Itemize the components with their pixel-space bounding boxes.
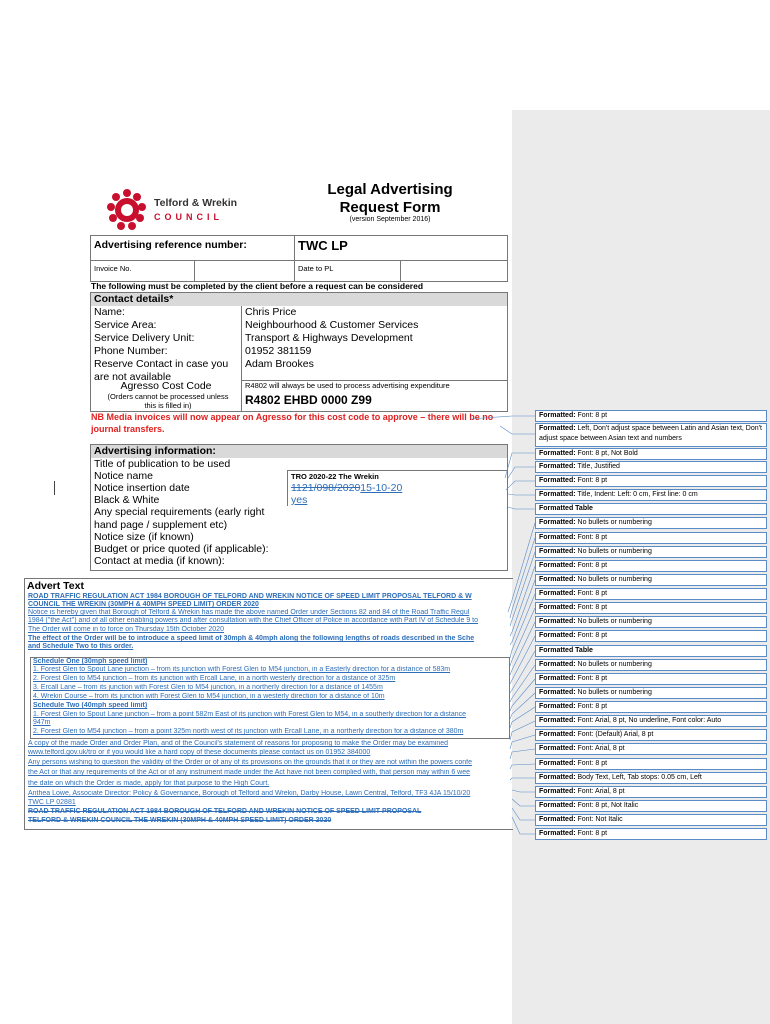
- ad-value-notice-name[interactable]: TRO 2020-22 The Wrekin: [287, 470, 507, 482]
- format-balloon-24[interactable]: Formatted: Font: Arial, 8 pt: [535, 743, 767, 755]
- format-balloon-14[interactable]: Formatted: Font: 8 pt: [535, 602, 767, 614]
- ad-value-black-white[interactable]: yes: [287, 494, 507, 506]
- advert-line-25: TELFORD & WREKIN COUNCIL THE WREKIN (30MPH & 40MPH SPEED LIMIT) ORDER 2020: [28, 817, 332, 824]
- cost-code-label: Agresso Cost Code: [120, 380, 212, 392]
- advert-line-12: 4. Wrekin Course – from its junction with Forest Glen to M54 junction, in a westerly direction for a distance of 10m: [33, 693, 385, 700]
- advert-line-9: 1. Forest Glen to Spout Lane junction – from its junction with Forest Glen to M54 junction, in a Easterly direction for a distance of 583m: [33, 666, 451, 673]
- advert-line-22: Anthea Lowe, Associate Director: Policy & Governance, Borough of Telford and Wrekin, Darby House, Lawn Central, Telford, TF3 4JA 15/10/20: [28, 790, 471, 797]
- format-balloon-6[interactable]: Formatted: Title, Indent: Left: 0 cm, First line: 0 cm: [535, 489, 767, 501]
- format-balloon-17[interactable]: Formatted Table: [535, 645, 767, 657]
- format-balloon-8[interactable]: Formatted: No bullets or numbering: [535, 517, 767, 529]
- ad-label-notice-name: Notice name: [94, 470, 153, 482]
- format-balloon-5[interactable]: Formatted: Font: 8 pt: [535, 475, 767, 487]
- format-balloon-11[interactable]: Formatted: Font: 8 pt: [535, 560, 767, 572]
- advert-line-17: A copy of the made Order and Order Plan, and of the Council's statement of reasons for proposing to make the Order may be examined: [28, 740, 449, 747]
- advert-line-21: the date on which the Order is made, apply for that purpose to the High Court.: [28, 780, 270, 787]
- contact-value-reserve[interactable]: Adam Brookes: [241, 358, 507, 384]
- format-balloon-29[interactable]: Formatted: Font: Not Italic: [535, 814, 767, 826]
- cost-code-value[interactable]: R4802 EHBD 0000 Z99: [241, 392, 507, 411]
- advert-line-3: Notice is hereby given that Borough of Telford & Wrekin has made the above named Order under Sections 82 and 84 of the Road Traffic Regul: [28, 609, 470, 616]
- cost-code-hint: R4802 will always be used to process advertising expenditure: [241, 380, 507, 392]
- advert-line-20: the Act or that any requirements of the Act or of any instrument made under the Act have not been complied with, that person may within 6 wee: [28, 769, 471, 776]
- advert-line-10: 2. Forest Glen to M54 junction – from its junction with Ercall Lane, in a north westerly direction for a distance of 325m: [33, 675, 396, 682]
- ad-label-black-white: Black & White: [94, 494, 160, 506]
- date-to-pl-label: Date to PL: [295, 261, 401, 281]
- advert-line-14: 1. Forest Glen to Spout Lane junction – from a point 582m East of its junction with Forest Glen to M54, in a southerly direction for a distance: [33, 711, 467, 718]
- contact-label-name: Name:: [94, 306, 125, 318]
- form-title-line1: Legal Advertising: [327, 181, 453, 198]
- ad-label-media-contact: Contact at media (if known):: [94, 555, 225, 567]
- format-balloon-1[interactable]: Formatted: Font: 8 pt: [535, 410, 767, 422]
- contact-value-phone[interactable]: 01952 381159: [241, 345, 507, 358]
- ad-label-publication: Title of publication to be used: [94, 458, 231, 470]
- format-balloon-4[interactable]: Formatted: Title, Justified: [535, 461, 767, 473]
- ad-label-insertion-date: Notice insertion date: [94, 482, 190, 494]
- contact-label-reserve: Reserve Contact in case you are not available: [94, 358, 229, 383]
- advertising-heading: Advertising information:: [91, 445, 507, 458]
- advert-line-23: TWC LP 02881: [28, 799, 76, 806]
- advert-line-19: Any persons wishing to question the validity of the Order or of any of its provisions on the grounds that it or they are not within the powers confe: [28, 759, 472, 766]
- format-balloon-9[interactable]: Formatted: Font: 8 pt: [535, 532, 767, 544]
- format-balloon-3[interactable]: Formatted: Font: 8 pt, Not Bold: [535, 448, 767, 460]
- logo-line1: Telford & Wrekin: [154, 197, 238, 209]
- format-balloon-22[interactable]: Formatted: Font: Arial, 8 pt, No underline, Font color: Auto: [535, 715, 767, 727]
- advert-line-11: 3. Ercall Lane – from its junction with Forest Glen to M54 junction, in a northerly direction for a distance of 1455m: [33, 684, 383, 691]
- format-balloon-10[interactable]: Formatted: No bullets or numbering: [535, 546, 767, 558]
- contact-value-name[interactable]: Chris Price: [241, 306, 507, 319]
- advert-line-2: COUNCIL THE WREKIN (30MPH & 40MPH SPEED LIMIT) ORDER 2020: [28, 601, 259, 608]
- form-version: (version September 2016): [349, 216, 431, 223]
- format-balloon-20[interactable]: Formatted: No bullets or numbering: [535, 687, 767, 699]
- format-balloon-18[interactable]: Formatted: No bullets or numbering: [535, 659, 767, 671]
- cost-code-note: (Orders cannot be processed unless this is filled in): [107, 392, 229, 410]
- format-balloon-15[interactable]: Formatted: No bullets or numbering: [535, 616, 767, 628]
- logo-line2: COUNCIL: [154, 212, 223, 222]
- completion-notice: The following must be completed by the client before a request can be considered: [91, 281, 424, 291]
- format-balloon-13[interactable]: Formatted: Font: 8 pt: [535, 588, 767, 600]
- advert-text-heading: Advert Text: [27, 580, 84, 592]
- format-balloon-2[interactable]: Formatted: Left, Don't adjust space between Latin and Asian text, Don't adjust space between Asian text and numbers: [535, 423, 767, 447]
- form-title-line2: Request Form: [339, 199, 441, 216]
- format-balloon-21[interactable]: Formatted: Font: 8 pt: [535, 701, 767, 713]
- ad-label-budget: Budget or price quoted (if applicable):: [94, 543, 269, 555]
- advert-line-5: The Order will come in to force on Thursday 15th October 2020: [28, 626, 224, 633]
- advert-line-13: Schedule Two (40mph speed limit): [33, 702, 148, 709]
- contact-value-service-area[interactable]: Neighbourhood & Customer Services: [241, 319, 507, 332]
- contact-label-service-area: Service Area:: [94, 319, 157, 331]
- advert-line-18: www.telford.gov.uk/tro or if you would like a hard copy of these documents please contact us on 01952 384000: [28, 749, 371, 756]
- advert-line-16: 2. Forest Glen to M54 junction – from a point 325m north west of its junction with Ercall Lane, in a northerly direction for a distance of 380m: [33, 728, 464, 735]
- insertion-date-deleted: 1121/098/2020: [291, 482, 361, 494]
- invoice-label: Invoice No.: [91, 261, 195, 281]
- ad-label-special-requirements: Any special requirements (early right hand page / supplement etc): [94, 506, 265, 531]
- format-balloon-23[interactable]: Formatted: Font: (Default) Arial, 8 pt: [535, 729, 767, 741]
- format-balloon-30[interactable]: Formatted: Font: 8 pt: [535, 828, 767, 840]
- format-balloon-26[interactable]: Formatted: Body Text, Left, Tab stops: 0.05 cm, Left: [535, 772, 767, 784]
- format-balloon-12[interactable]: Formatted: No bullets or numbering: [535, 574, 767, 586]
- format-balloon-27[interactable]: Formatted: Font: Arial, 8 pt: [535, 786, 767, 798]
- advert-line-8: Schedule One (30mph speed limit): [33, 658, 148, 665]
- journal-warning: NB Media invoices will now appear on Agresso for this cost code to approve – there will be no journal transfers.: [91, 412, 494, 434]
- contact-label-service-unit: Service Delivery Unit:: [94, 332, 195, 344]
- format-balloon-19[interactable]: Formatted: Font: 8 pt: [535, 673, 767, 685]
- advert-line-15: 947m: [33, 719, 51, 726]
- format-balloon-28[interactable]: Formatted: Font: 8 pt, Not Italic: [535, 800, 767, 812]
- reference-value[interactable]: TWC LP: [295, 236, 507, 261]
- format-balloon-25[interactable]: Formatted: Font: 8 pt: [535, 758, 767, 770]
- contact-label-phone: Phone Number:: [94, 345, 168, 357]
- contact-value-service-unit[interactable]: Transport & Highways Development: [241, 332, 507, 345]
- advert-line-1: ROAD TRAFFIC REGULATION ACT 1984 BOROUGH OF TELFORD AND WREKIN NOTICE OF SPEED LIMIT PROPOSAL TELFORD & W: [28, 593, 472, 600]
- reference-label: Advertising reference number:: [91, 236, 295, 261]
- advert-line-6: The effect of the Order will be to introduce a speed limit of 30mph & 40mph along the following lengths of roads described in the Sche: [28, 635, 475, 642]
- advert-line-24: ROAD TRAFFIC REGULATION ACT 1984 BOROUGH OF TELFORD AND WREKIN NOTICE OF SPEED LIMIT PROPOSAL: [28, 808, 422, 815]
- contact-heading: Contact details*: [91, 293, 507, 306]
- advert-line-4: 1984 ("the Act") and of all other enabling powers and after consultation with the Chief Officer of Police in accordance with Part IV of Schedule 9 to: [28, 617, 478, 624]
- ad-label-notice-size: Notice size (if known): [94, 531, 194, 543]
- advert-line-7: and Schedule Two to this order.: [28, 643, 134, 650]
- format-balloon-7[interactable]: Formatted Table: [535, 503, 767, 515]
- insertion-date-inserted: 15-10-20: [360, 482, 403, 494]
- format-balloon-16[interactable]: Formatted: Font: 8 pt: [535, 630, 767, 642]
